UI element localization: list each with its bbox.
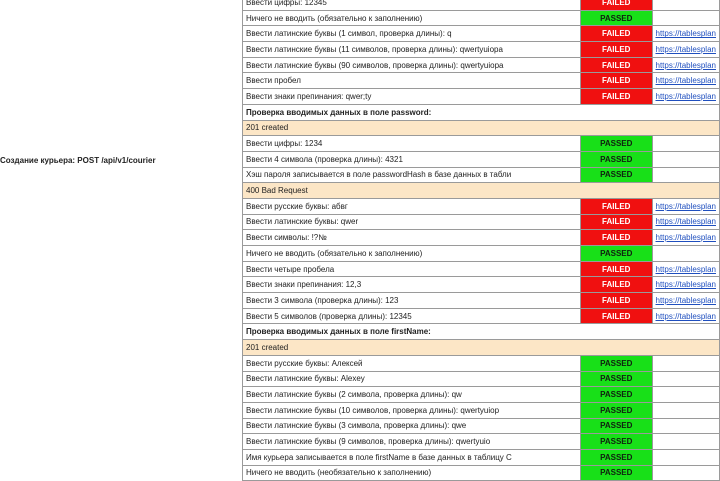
test-case-row (243, 10, 720, 26)
status-badge: FAILED (581, 214, 653, 230)
endpoint-label: Создание курьера: POST /api/v1/courier (0, 156, 156, 165)
status-badge: PASSED (581, 449, 653, 465)
bug-link-cell (652, 371, 720, 387)
bug-link-cell (652, 89, 720, 105)
bug-link-cell (652, 261, 720, 277)
status-badge: PASSED (581, 434, 653, 450)
test-case-row (243, 418, 720, 434)
test-case-row (243, 308, 720, 324)
test-case-description: Ввести пробел (243, 73, 581, 89)
status-badge: FAILED (581, 308, 653, 324)
section-header: Проверка вводимых данных в поле firstName: (243, 324, 720, 340)
bug-report-link[interactable]: https://tablesplan (655, 76, 716, 86)
test-case-description: Ввести латинские буквы (9 символов, проверка длины): qwertyuio (243, 434, 581, 450)
test-case-description: Ввести латинские буквы (3 символа, проверка длины): qwe (243, 418, 581, 434)
bug-report-link[interactable]: https://tablesplan (655, 217, 716, 227)
test-case-row (243, 277, 720, 293)
bug-link-cell (652, 0, 720, 10)
status-badge: FAILED (581, 230, 653, 246)
bug-link-cell (652, 434, 720, 450)
test-case-description: Ввести цифры: 1234 (243, 136, 581, 152)
bug-link-cell (652, 151, 720, 167)
bug-report-link[interactable]: https://tablesplan (655, 311, 716, 321)
test-case-row (243, 261, 720, 277)
status-badge: PASSED (581, 151, 653, 167)
bug-report-link[interactable]: https://tablesplan (655, 91, 716, 101)
status-badge: FAILED (581, 0, 653, 10)
bug-report-link[interactable]: https://tablesplan (655, 264, 716, 274)
bug-report-link[interactable]: https://tablesplan (655, 201, 716, 211)
status-badge: PASSED (581, 465, 653, 481)
status-badge: FAILED (581, 261, 653, 277)
status-badge: PASSED (581, 167, 653, 183)
test-case-row (243, 214, 720, 230)
test-case-description: Ничего не вводить (необязательно к заполнению) (243, 465, 581, 481)
status-badge: FAILED (581, 26, 653, 42)
test-case-description: Ввести знаки препинания: qwer;ty (243, 89, 581, 105)
status-badge: PASSED (581, 387, 653, 403)
bug-link-cell (652, 73, 720, 89)
status-badge: PASSED (581, 246, 653, 262)
test-case-description: Ввести латинские буквы (11 символов, проверка длины): qwertyuiopa (243, 42, 581, 58)
bug-link-cell (652, 26, 720, 42)
test-case-description: Ничего не вводить (обязательно к заполнению) (243, 246, 581, 262)
bug-link-cell (652, 57, 720, 73)
test-case-description: Ввести 4 символа (проверка длины): 4321 (243, 151, 581, 167)
bug-link-cell (652, 465, 720, 481)
status-badge: PASSED (581, 418, 653, 434)
test-case-row (243, 449, 720, 465)
status-badge: PASSED (581, 136, 653, 152)
test-case-description: Имя курьера записывается в поле firstName в базе данных в таблицу C (243, 449, 581, 465)
response-code-row: 201 created (243, 340, 720, 356)
bug-link-cell (652, 198, 720, 214)
bug-link-cell (652, 167, 720, 183)
bug-link-cell (652, 246, 720, 262)
test-case-row (243, 0, 720, 10)
test-case-description: Ввести четыре пробела (243, 261, 581, 277)
bug-link-cell (652, 308, 720, 324)
status-badge: PASSED (581, 355, 653, 371)
status-badge: FAILED (581, 277, 653, 293)
test-case-description: Ввести русские буквы: абвг (243, 198, 581, 214)
test-case-row (243, 136, 720, 152)
test-case-description: Ввести русские буквы: Алексей (243, 355, 581, 371)
test-case-description: Ввести латинские буквы: Alexey (243, 371, 581, 387)
status-badge: FAILED (581, 198, 653, 214)
test-case-row (243, 355, 720, 371)
test-case-description: Ввести латинские буквы (10 символов, проверка длины): qwertyuiop (243, 402, 581, 418)
bug-link-cell (652, 10, 720, 26)
test-case-row (243, 246, 720, 262)
bug-link-cell (652, 293, 720, 309)
test-case-row (243, 42, 720, 58)
test-case-row (243, 434, 720, 450)
test-case-row (243, 151, 720, 167)
test-case-description: Ввести символы: !?№ (243, 230, 581, 246)
test-cases-table (242, 0, 720, 481)
status-badge: FAILED (581, 293, 653, 309)
bug-link-cell (652, 136, 720, 152)
bug-report-link[interactable]: https://tablesplan (655, 295, 716, 305)
bug-report-link[interactable]: https://tablesplan (655, 44, 716, 54)
bug-link-cell (652, 387, 720, 403)
test-case-row (243, 371, 720, 387)
test-case-description: Ввести знаки препинания: 12,3 (243, 277, 581, 293)
test-case-row (243, 167, 720, 183)
bug-report-link[interactable]: https://tablesplan (655, 280, 716, 290)
test-case-description: Ввести латинские буквы (1 символ, проверка длины): q (243, 26, 581, 42)
bug-report-link[interactable]: https://tablesplan (655, 233, 716, 243)
bug-link-cell (652, 418, 720, 434)
test-case-description: Ничего не вводить (обязательно к заполнению) (243, 10, 581, 26)
test-case-row (243, 293, 720, 309)
test-case-description: Ввести цифры: 12345 (243, 0, 581, 10)
status-badge: FAILED (581, 73, 653, 89)
test-case-description: Хэш пароля записывается в поле passwordHash в базе данных в табли (243, 167, 581, 183)
response-code-row: 201 created (243, 120, 720, 136)
test-case-row (243, 387, 720, 403)
test-case-description: Ввести 3 символа (проверка длины): 123 (243, 293, 581, 309)
status-badge: PASSED (581, 402, 653, 418)
status-badge: FAILED (581, 42, 653, 58)
status-badge: FAILED (581, 57, 653, 73)
test-case-row (243, 73, 720, 89)
bug-link-cell (652, 230, 720, 246)
test-case-row (243, 57, 720, 73)
test-case-row (243, 26, 720, 42)
bug-link-cell (652, 402, 720, 418)
test-case-row (243, 402, 720, 418)
bug-report-link[interactable]: https://tablesplan (655, 29, 716, 39)
response-code-row: 400 Bad Request (243, 183, 720, 199)
bug-link-cell (652, 42, 720, 58)
test-case-description: Ввести латинские буквы (90 символов, проверка длины): qwertyuiopa (243, 57, 581, 73)
bug-report-link[interactable]: https://tablesplan (655, 60, 716, 70)
test-case-row (243, 465, 720, 481)
bug-link-cell (652, 214, 720, 230)
test-case-description: Ввести 5 символов (проверка длины): 12345 (243, 308, 581, 324)
bug-link-cell (652, 449, 720, 465)
bug-link-cell (652, 355, 720, 371)
section-header: Проверка вводимых данных в поле password: (243, 104, 720, 120)
status-badge: PASSED (581, 10, 653, 26)
test-case-row (243, 230, 720, 246)
status-badge: PASSED (581, 371, 653, 387)
bug-link-cell (652, 277, 720, 293)
test-case-description: Ввести латинские буквы (2 символа, проверка длины): qw (243, 387, 581, 403)
test-case-row (243, 89, 720, 105)
status-badge: FAILED (581, 89, 653, 105)
test-case-description: Ввести латинские буквы: qwer (243, 214, 581, 230)
test-case-row (243, 198, 720, 214)
